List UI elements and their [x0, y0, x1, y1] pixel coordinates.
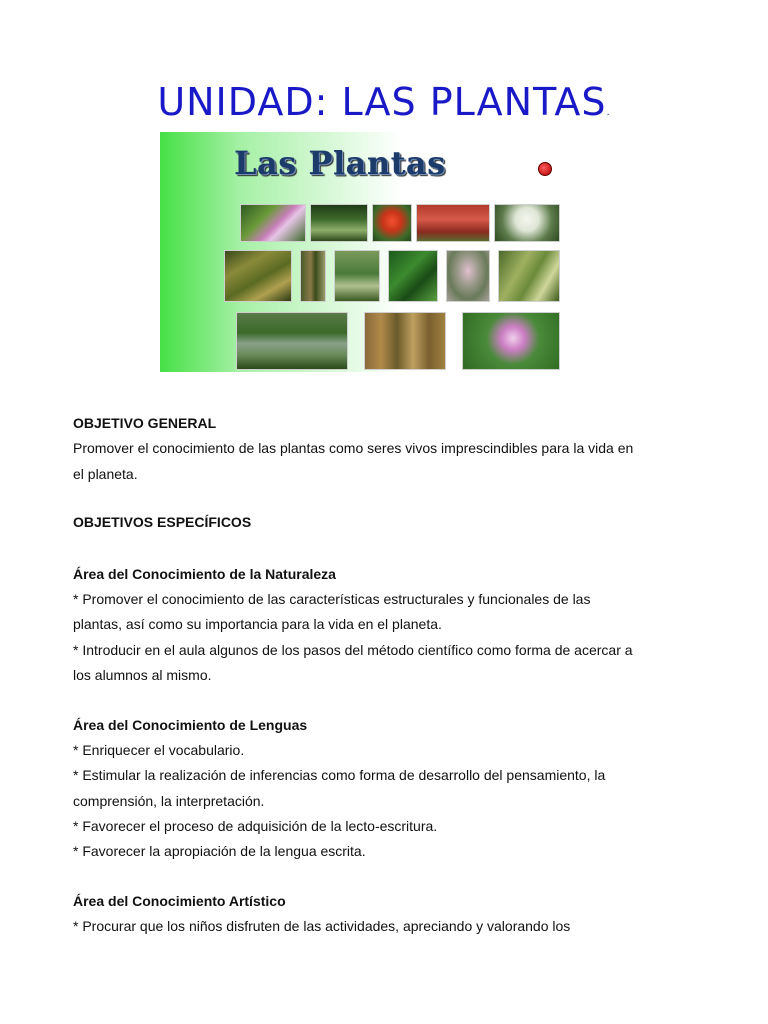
area-naturaleza-line4: los alumnos al mismo. — [73, 667, 212, 683]
tall-trunks-photo — [300, 250, 326, 302]
cactus-photo — [446, 250, 490, 302]
tree-canopy-photo — [334, 250, 380, 302]
banner-heading: Las Plantas — [234, 144, 446, 182]
page-title — [0, 80, 768, 124]
area-lenguas-line4: * Favorecer el proceso de adquisición de la lecto-escritura. — [73, 818, 438, 834]
area-naturaleza-line2: plantas, así como su importancia para la vida en el planeta. — [73, 616, 442, 632]
area-lenguas-line1: * Enriquecer el vocabulario. — [73, 742, 245, 758]
fern-leaves-photo — [388, 250, 438, 302]
objetivo-general-text-line2: el planeta. — [73, 466, 138, 482]
objetivo-general-text-line1: Promover el conocimiento de las plantas como seres vivos imprescindibles para la vida en — [73, 440, 634, 456]
leafy-branch-photo — [224, 250, 292, 302]
pink-flower-photo — [462, 312, 560, 370]
area-naturaleza-heading: Área del Conocimiento de la Naturaleza — [73, 566, 336, 582]
area-artistico-line1: * Procurar que los niños disfruten de las actividades, apreciando y valorando los — [73, 918, 571, 934]
area-lenguas-line2: * Estimular la realización de inferencias como forma de desarrollo del pensamiento, la — [73, 767, 606, 783]
broad-leaf-plant-photo — [498, 250, 560, 302]
objetivo-general-heading: OBJETIVO GENERAL — [73, 415, 217, 431]
area-naturaleza-line1: * Promover el conocimiento de las características estructurales y funcionales de las — [73, 591, 591, 607]
area-artistico-heading: Área del Conocimiento Artístico — [73, 893, 286, 909]
orchid-flowers-photo — [240, 204, 306, 242]
page-title-text: UNIDAD: LAS PLANTAS — [157, 80, 607, 124]
area-lenguas-heading: Área del Conocimiento de Lenguas — [73, 717, 308, 733]
plants-banner-image — [160, 132, 562, 372]
objetivos-especificos-heading: OBJETIVOS ESPECÍFICOS — [73, 514, 252, 530]
badge-icon — [538, 162, 552, 176]
area-naturaleza-line3: * Introducir en el aula algunos de los pasos del método científico como forma de acercar a — [73, 642, 633, 658]
pine-forest-photo — [364, 312, 446, 370]
forest-trees-photo — [310, 204, 368, 242]
page-title-suffix: . — [606, 107, 611, 118]
area-lenguas-line3: comprensión, la interpretación. — [73, 793, 265, 809]
area-lenguas-line5: * Favorecer la apropiación de la lengua escrita. — [73, 843, 366, 859]
river-valley-photo — [236, 312, 348, 370]
red-shrub-photo — [416, 204, 490, 242]
red-flowers-photo — [372, 204, 412, 242]
white-flowers-photo — [494, 204, 560, 242]
